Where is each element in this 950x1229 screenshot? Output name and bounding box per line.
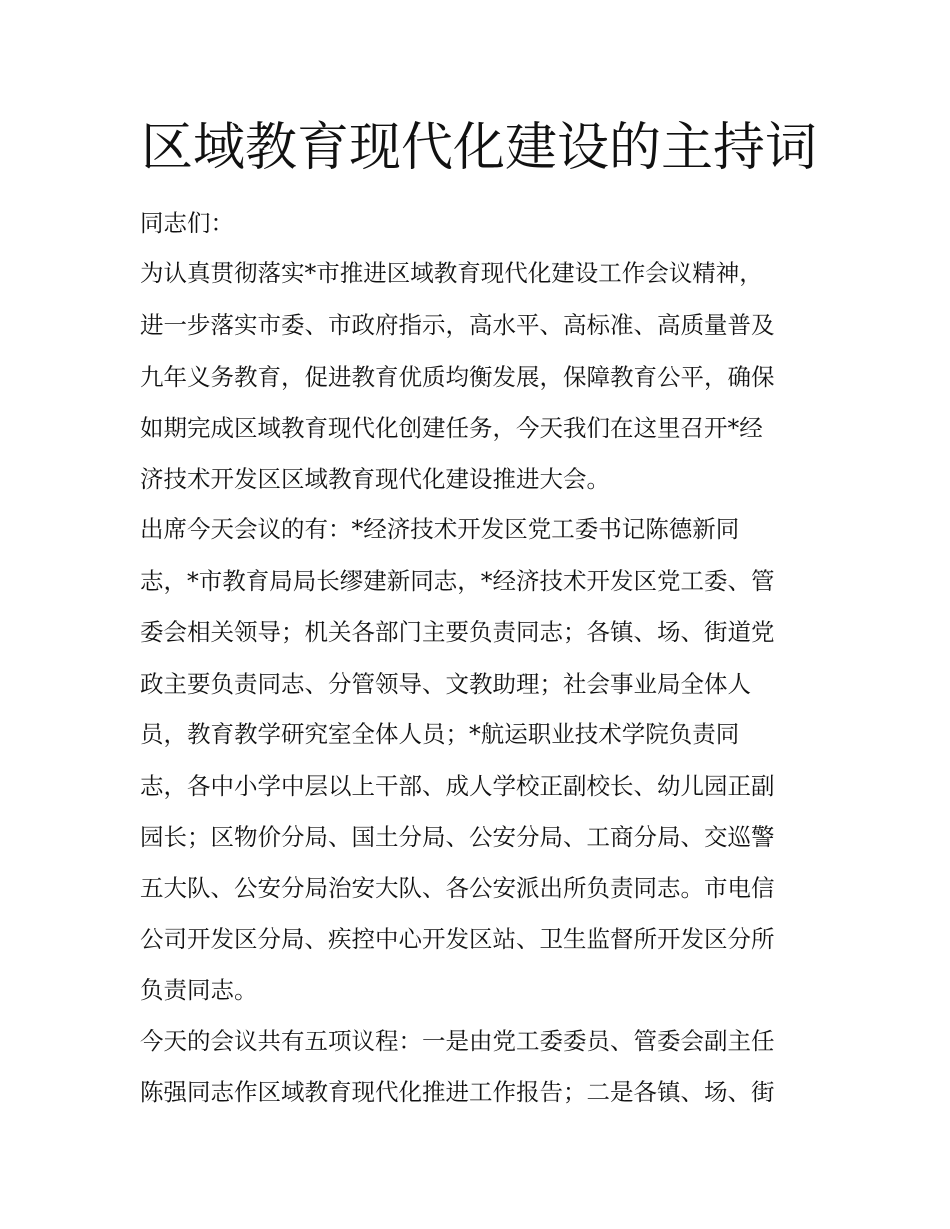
body-line: 公司开发区分局、疾控中心开发区站、卫生监督所开发区分所 bbox=[140, 925, 775, 953]
body-line: 出席今天会议的有：*经济技术开发区党工委书记陈德新同 bbox=[140, 515, 740, 543]
body-line: 今天的会议共有五项议程：一是由党工委委员、管委会副主任 bbox=[140, 1027, 775, 1055]
body-line: 济技术开发区区域教育现代化建设推进大会。 bbox=[140, 465, 610, 493]
body-line: 进一步落实市委、市政府指示，高水平、高标准、高质量普及 bbox=[140, 311, 775, 339]
body-line: 志，*市教育局局长缪建新同志，*经济技术开发区党工委、管 bbox=[140, 567, 775, 595]
body-line: 政主要负责同志、分管领导、文教助理；社会事业局全体人 bbox=[140, 670, 751, 698]
greeting-line: 同志们： bbox=[140, 209, 234, 237]
body-line: 陈强同志作区域教育现代化推进工作报告；二是各镇、场、街 bbox=[140, 1078, 775, 1106]
body-line: 负责同志。 bbox=[140, 976, 258, 1004]
body-line: 志，各中小学中层以上干部、成人学校正副校长、幼儿园正副 bbox=[140, 772, 775, 800]
body-line: 员，教育教学研究室全体人员；*航运职业技术学院负责同 bbox=[140, 720, 740, 748]
document-title: 区域教育现代化建设的主持词 bbox=[141, 118, 818, 178]
body-line: 园长；区物价分局、国土分局、公安分局、工商分局、交巡警 bbox=[140, 823, 775, 851]
body-line: 九年义务教育，促进教育优质均衡发展，保障教育公平，确保 bbox=[140, 363, 775, 391]
body-line: 五大队、公安分局治安大队、各公安派出所负责同志。市电信 bbox=[140, 874, 775, 902]
body-line: 如期完成区域教育现代化创建任务，今天我们在这里召开*经 bbox=[140, 414, 763, 442]
body-line: 为认真贯彻落实*市推进区域教育现代化建设工作会议精神， bbox=[140, 259, 763, 287]
body-line: 委会相关领导；机关各部门主要负责同志；各镇、场、街道党 bbox=[140, 618, 775, 646]
